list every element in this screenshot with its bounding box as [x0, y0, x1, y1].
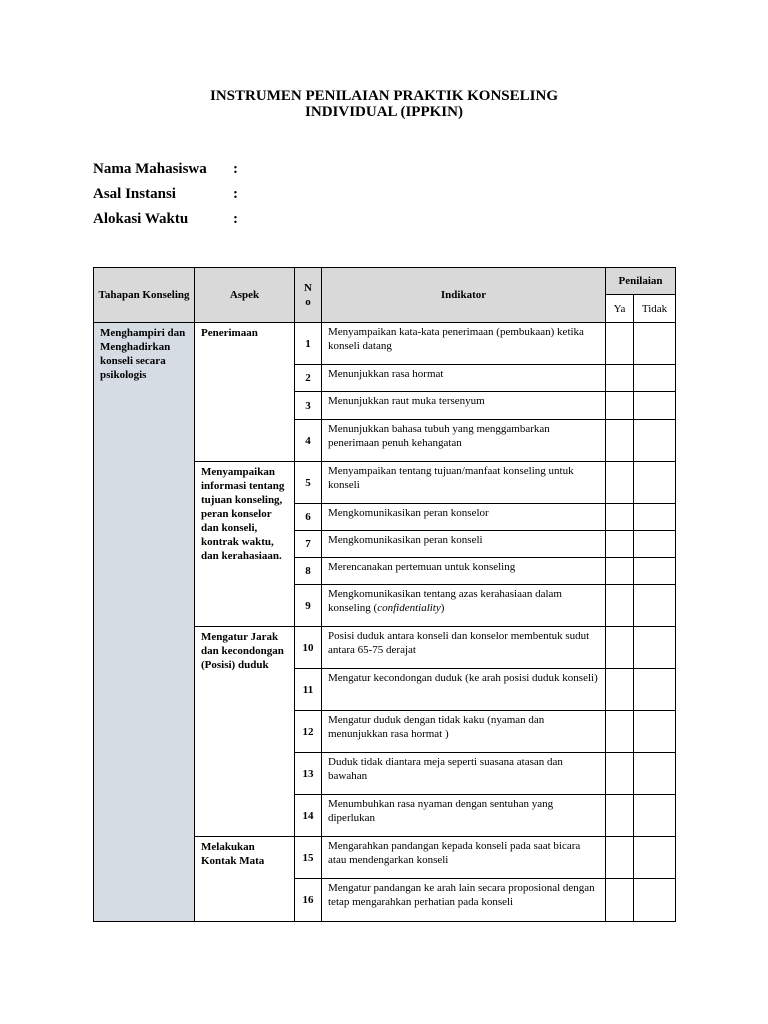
field-asal-instansi [93, 186, 238, 203]
checkbox-tidak[interactable] [634, 323, 676, 365]
row-number: 16 [295, 879, 322, 922]
checkbox-tidak[interactable] [634, 669, 676, 711]
checkbox-tidak[interactable] [634, 711, 676, 753]
indicator-text: Menyampaikan kata-kata penerimaan (pembukaan) ketika konseli datang [322, 323, 606, 365]
row-number: 2 [295, 365, 322, 392]
checkbox-ya[interactable] [606, 392, 634, 420]
indicator-text-main: Mengkomunikasikan tentang azas kerahasiaan dalam konseling ( [328, 588, 562, 614]
indicator-text: Mengatur duduk dengan tidak kaku (nyaman dan menunjukkan rasa hormat ) [322, 711, 606, 753]
checkbox-tidak[interactable] [634, 462, 676, 504]
indicator-text: Mengkomunikasikan peran konselor [322, 504, 606, 531]
header-no [295, 268, 322, 323]
indicator-text: Menunjukkan rasa hormat [322, 365, 606, 392]
indicator-text-italic: confidentiality [377, 602, 441, 614]
aspect-mengatur-jarak: Mengatur Jarak dan kecondongan (Posisi) duduk [195, 627, 295, 837]
checkbox-ya[interactable] [606, 420, 634, 462]
field-label: Nama Mahasiswa [93, 161, 207, 177]
assessment-table [93, 267, 676, 922]
row-number: 4 [295, 420, 322, 462]
row-number: 12 [295, 711, 322, 753]
checkbox-ya[interactable] [606, 837, 634, 879]
indicator-text: Mengatur kecondongan duduk (ke arah posisi duduk konseli) [322, 669, 606, 711]
indicator-text: Mengkomunikasikan peran konseli [322, 531, 606, 558]
field-separator: : [233, 161, 238, 177]
row-number: 11 [295, 669, 322, 711]
indicator-text: Menunjukkan raut muka tersenyum [322, 392, 606, 420]
row-number: 9 [295, 585, 322, 627]
header-ya: Ya [606, 295, 634, 323]
row-number: 14 [295, 795, 322, 837]
field-nama-mahasiswa [93, 161, 238, 178]
checkbox-ya[interactable] [606, 627, 634, 669]
checkbox-ya[interactable] [606, 669, 634, 711]
field-label: Alokasi Waktu [93, 211, 189, 227]
checkbox-ya[interactable] [606, 795, 634, 837]
checkbox-ya[interactable] [606, 558, 634, 585]
header-no-line-2: o [305, 296, 311, 308]
field-separator: : [233, 186, 238, 202]
table-row [94, 323, 676, 365]
checkbox-tidak[interactable] [634, 558, 676, 585]
checkbox-ya[interactable] [606, 531, 634, 558]
field-separator: : [233, 211, 238, 227]
indicator-text: Menyampaikan tentang tujuan/manfaat konseling untuk konseli [322, 462, 606, 504]
checkbox-tidak[interactable] [634, 753, 676, 795]
indicator-text: Menumbuhkan rasa nyaman dengan sentuhan yang diperlukan [322, 795, 606, 837]
header-stage: Tahapan Konseling [94, 268, 195, 323]
checkbox-tidak[interactable] [634, 795, 676, 837]
header-row [94, 268, 676, 295]
checkbox-tidak[interactable] [634, 627, 676, 669]
checkbox-ya[interactable] [606, 585, 634, 627]
indicator-text [322, 585, 606, 627]
indicator-text: Posisi duduk antara konseli dan konselor membentuk sudut antara 65-75 derajat [322, 627, 606, 669]
checkbox-tidak[interactable] [634, 531, 676, 558]
aspect-kontak-mata: Melakukan Kontak Mata [195, 837, 295, 922]
field-label: Asal Instansi [93, 186, 176, 202]
header-penilaian: Penilaian [606, 268, 676, 295]
checkbox-tidak[interactable] [634, 504, 676, 531]
indicator-text: Mengatur pandangan ke arah lain secara proposional dengan tetap mengarahkan perhatian pada konseli [322, 879, 606, 922]
row-number: 7 [295, 531, 322, 558]
checkbox-ya[interactable] [606, 504, 634, 531]
checkbox-ya[interactable] [606, 323, 634, 365]
checkbox-tidak[interactable] [634, 837, 676, 879]
row-number: 5 [295, 462, 322, 504]
checkbox-tidak[interactable] [634, 420, 676, 462]
checkbox-tidak[interactable] [634, 879, 676, 922]
checkbox-tidak[interactable] [634, 585, 676, 627]
row-number: 8 [295, 558, 322, 585]
checkbox-ya[interactable] [606, 753, 634, 795]
document-title [0, 88, 768, 120]
header-aspek: Aspek [195, 268, 295, 323]
row-number: 3 [295, 392, 322, 420]
indicator-text-after: ) [440, 602, 445, 614]
row-number: 15 [295, 837, 322, 879]
field-alokasi-waktu [93, 211, 238, 228]
header-no-line-1: N [304, 282, 312, 294]
aspect-penerimaan: Penerimaan [195, 323, 295, 462]
checkbox-tidak[interactable] [634, 365, 676, 392]
indicator-text: Merencanakan pertemuan untuk konseling [322, 558, 606, 585]
aspect-menyampaikan-informasi: Menyampaikan informasi tentang tujuan konseling, peran konselor dan konseli, kontrak waktu, dan kerahasiaan. [195, 462, 295, 627]
row-number: 1 [295, 323, 322, 365]
header-tidak: Tidak [634, 295, 676, 323]
indicator-text: Menunjukkan bahasa tubuh yang menggambarkan penerimaan penuh kehangatan [322, 420, 606, 462]
title-line-1: INSTRUMEN PENILAIAN PRAKTIK KONSELING [210, 88, 558, 104]
checkbox-ya[interactable] [606, 879, 634, 922]
row-number: 6 [295, 504, 322, 531]
title-line-2: INDIVIDUAL (IPPKIN) [305, 104, 463, 120]
row-number: 10 [295, 627, 322, 669]
stage-cell: Menghampiri dan Menghadirkan konseli secara psikologis [94, 323, 195, 922]
checkbox-ya[interactable] [606, 365, 634, 392]
indicator-text: Mengarahkan pandangan kepada konseli pada saat bicara atau mendengarkan konseli [322, 837, 606, 879]
checkbox-ya[interactable] [606, 711, 634, 753]
header-indikator: Indikator [322, 268, 606, 323]
checkbox-tidak[interactable] [634, 392, 676, 420]
indicator-text: Duduk tidak diantara meja seperti suasana atasan dan bawahan [322, 753, 606, 795]
row-number: 13 [295, 753, 322, 795]
checkbox-ya[interactable] [606, 462, 634, 504]
